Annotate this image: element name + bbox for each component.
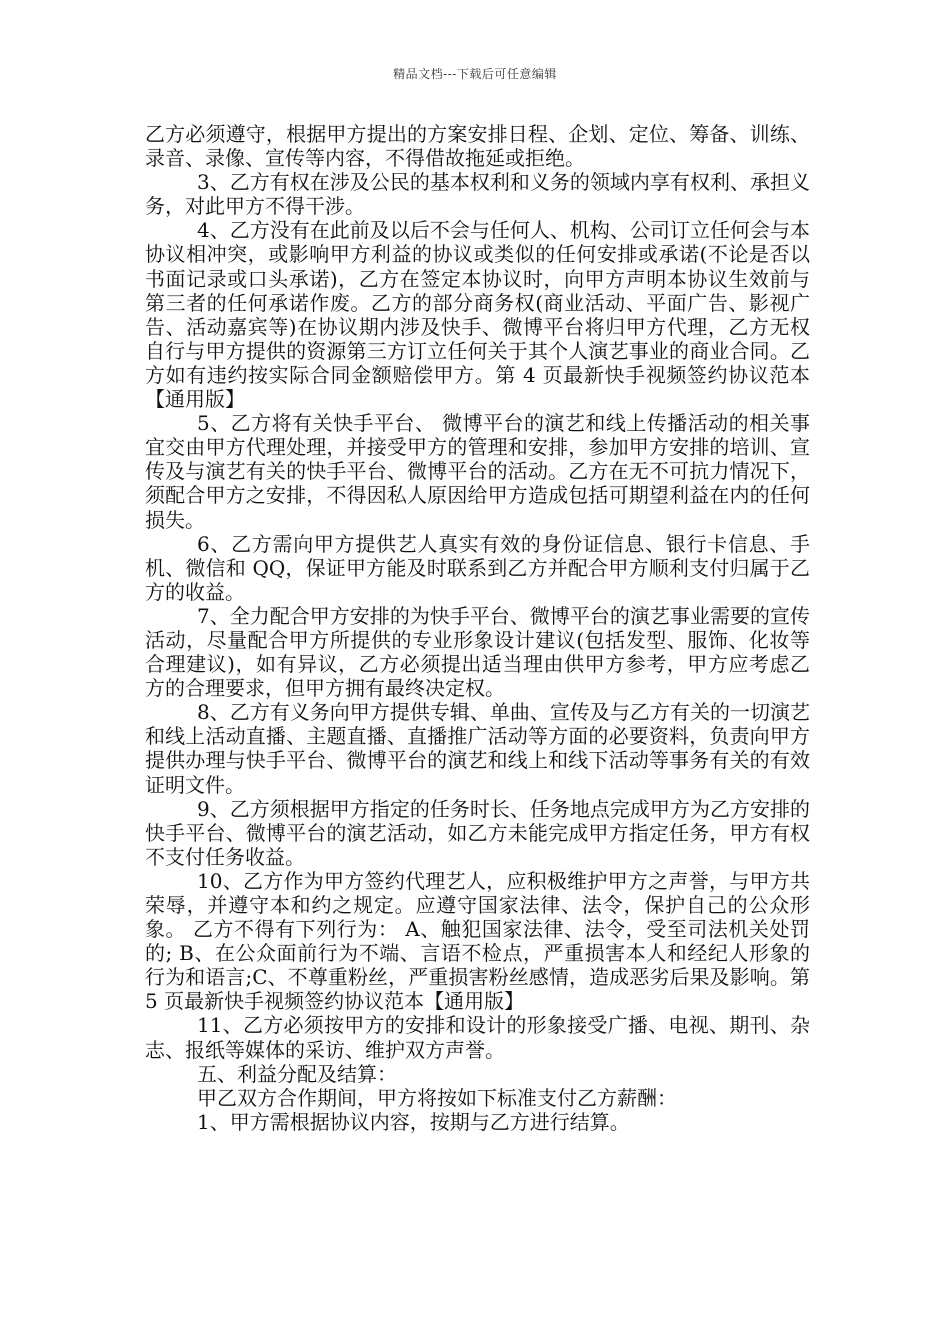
paragraph-clause-9: 9、乙方须根据甲方指定的任务时长、任务地点完成甲方为乙方安排的快手平台、微博平台的演艺活动，如乙方未能完成甲方指定任务，甲方有权不支付任务收益。: [145, 796, 810, 869]
paragraph-clause-8: 8、乙方有义务向甲方提供专辑、单曲、宣传及与乙方有关的一切演艺和线上活动直播、主题直播、直播推广活动等方面的必要资料，负责向甲方提供办理与快手平台、微博平台的演艺和线上和线下活动等事务有关的有效证明文件。: [145, 700, 810, 797]
document-body: [145, 122, 810, 1134]
paragraph-clause-5: 5、乙方将有关快手平台、 微博平台的演艺和线上传播活动的相关事宜交由甲方代理处理，并接受甲方的管理和安排，参加甲方安排的培训、宣传及与演艺有关的快手平台、微博平台的活动。乙方在无不可抗力情况下，须配合甲方之安排，不得因私人原因给甲方造成包括可期望利益在内的任何损失。: [145, 411, 810, 532]
paragraph-clause-7: 7、全力配合甲方安排的为快手平台、微博平台的演艺事业需要的宣传活动，尽量配合甲方所提供的专业形象设计建议(包括发型、服饰、化妆等合理建议)，如有异议，乙方必须提出适当理由供甲方参考，甲方应考虑乙方的合理要求，但甲方拥有最终决定权。: [145, 603, 810, 701]
page-header: 精品文档---下载后可任意编辑: [393, 67, 557, 81]
paragraph-clause-11: 11、乙方必须按甲方的安排和设计的形象接受广播、电视、期刊、杂志、报纸等媒体的采访、维护双方声誉。: [145, 1013, 810, 1062]
paragraph-payment-1: 1、甲方需根据协议内容，按期与乙方进行结算。: [197, 1109, 630, 1134]
paragraph-clause-10: 10、乙方作为甲方签约代理艺人，应积极维护甲方之声誉，与甲方共荣辱，并遵守本和约之规定。应遵守国家法律、法令，保护自己的公众形象。 乙方不得有下列行为： A、触犯国家法律、法令，受至司法机关处罚的; B、在公众面前行为不端、言语不检点，严重损害本人和经纪人形象的行为和语言;C、不尊重粉丝，严重损害粉丝感情，造成恶劣后果及影响。第 5 页最新快手视频签约协议范本【通用版】: [145, 868, 810, 1014]
paragraph-clause-6: 6、乙方需向甲方提供艺人真实有效的身份证信息、银行卡信息、手机、微信和 QQ，保证甲方能及时联系到乙方并配合甲方顺利支付归属于乙方的收益。: [145, 531, 810, 604]
section-heading-5: 五、利益分配及结算：: [197, 1061, 397, 1086]
paragraph-clause-4: 4、乙方没有在此前及以后不会与任何人、机构、公司订立任何会与本协议相冲突，或影响甲方利益的协议或类似的任何安排或承诺(不论是否以书面记录或口头承诺)，乙方在签定本协议时，向甲方声明本协议生效前与第三者的任何承诺作废。乙方的部分商务权(商业活动、平面广告、影视广告、活动嘉宾等)在协议期内涉及快手、微博平台将归甲方代理，乙方无权自行与甲方提供的资源第三方订立任何关于其个人演艺事业的商业合同。乙方如有违约按实际合同金额赔偿甲方。第 4 页最新快手视频签约协议范本【通用版】: [145, 218, 810, 412]
paragraph-continuation: 乙方必须遵守，根据甲方提出的方案安排日程、企划、定位、筹备、训练、录音、录像、宣传等内容，不得借故拖延或拒绝。: [145, 122, 810, 171]
paragraph-payment-intro: 甲乙双方合作期间，甲方将按如下标准支付乙方薪酬：: [197, 1085, 677, 1110]
paragraph-clause-3: 3、乙方有权在涉及公民的基本权利和义务的领域内享有权利、承担义务，对此甲方不得干涉。: [145, 170, 810, 219]
